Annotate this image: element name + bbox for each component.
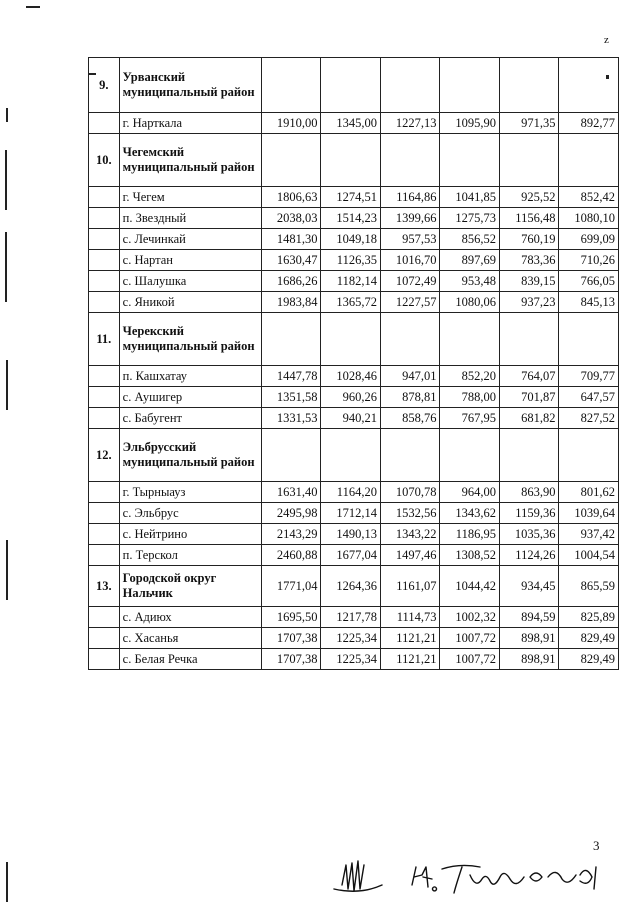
value-cell: 2460,88 [261,545,321,566]
value-cell: 1806,63 [261,187,321,208]
value-cell [499,313,559,366]
locality-name: г. Тырныауз [119,482,261,503]
value-cell: 1044,42 [440,566,500,607]
value-cell [559,58,619,113]
value-cell [380,58,440,113]
value-cell: 1365,72 [321,292,381,313]
row-number [89,229,120,250]
row-number: 10. [89,134,120,187]
scan-mark-left-6 [6,862,8,902]
locality-name: п. Звездный [119,208,261,229]
value-cell: 940,21 [321,408,381,429]
table-row-locality [89,292,619,313]
value-cell: 1004,54 [559,545,619,566]
table-row-locality [89,113,619,134]
value-cell: 878,81 [380,387,440,408]
row-number [89,503,120,524]
value-cell: 2143,29 [261,524,321,545]
row-number: 11. [89,313,120,366]
locality-name: с. Нейтрино [119,524,261,545]
locality-name: г. Чегем [119,187,261,208]
value-cell: 1035,36 [499,524,559,545]
value-cell: 1039,64 [559,503,619,524]
locality-name: г. Нарткала [119,113,261,134]
locality-name: п. Кашхатау [119,366,261,387]
district-name: Чегемский муниципальный район [119,134,261,187]
value-cell: 1707,38 [261,628,321,649]
table-row-locality [89,187,619,208]
locality-name: с. Шалушка [119,271,261,292]
value-cell: 1308,52 [440,545,500,566]
value-cell: 766,05 [559,271,619,292]
value-cell: 852,42 [559,187,619,208]
value-cell: 1274,51 [321,187,381,208]
value-cell: 937,23 [499,292,559,313]
value-cell [440,134,500,187]
row-number [89,607,120,628]
tariff-table [88,57,619,670]
value-cell: 960,26 [321,387,381,408]
locality-name: с. Эльбрус [119,503,261,524]
value-cell: 839,15 [499,271,559,292]
value-cell: 898,91 [499,649,559,670]
scan-mark-left-5 [6,540,8,600]
value-cell [440,429,500,482]
value-cell: 1007,72 [440,649,500,670]
table-row-locality [89,503,619,524]
value-cell: 892,77 [559,113,619,134]
value-cell: 1677,04 [321,545,381,566]
value-cell: 2495,98 [261,503,321,524]
value-cell [321,313,381,366]
value-cell: 1002,32 [440,607,500,628]
table-row-locality [89,271,619,292]
value-cell: 1343,62 [440,503,500,524]
value-cell: 1481,30 [261,229,321,250]
value-cell: 767,95 [440,408,500,429]
value-cell: 1225,34 [321,628,381,649]
value-cell: 783,36 [499,250,559,271]
value-cell [499,58,559,113]
table-row-locality [89,366,619,387]
value-cell: 2038,03 [261,208,321,229]
value-cell [261,58,321,113]
value-cell: 1159,36 [499,503,559,524]
locality-name: с. Лечинкай [119,229,261,250]
value-cell: 865,59 [559,566,619,607]
value-cell [559,134,619,187]
locality-name: с. Бабугент [119,408,261,429]
district-name: Эльбрусский муниципальный район [119,429,261,482]
page-number: 3 [593,838,600,853]
value-cell: 699,09 [559,229,619,250]
table-row-district [89,313,619,366]
value-cell: 1070,78 [380,482,440,503]
value-cell: 1164,86 [380,187,440,208]
value-cell: 1275,73 [440,208,500,229]
value-cell: 947,01 [380,366,440,387]
table-row-district [89,58,619,113]
value-cell: 964,00 [440,482,500,503]
table-row-locality [89,250,619,271]
value-cell [440,313,500,366]
value-cell: 856,52 [440,229,500,250]
value-cell: 1186,95 [440,524,500,545]
table-row-locality [89,482,619,503]
district-name: Городской округ Нальчик [119,566,261,607]
value-cell [380,313,440,366]
table-row-locality [89,387,619,408]
value-cell [559,429,619,482]
value-cell: 1080,10 [559,208,619,229]
value-cell: 701,87 [499,387,559,408]
value-cell: 829,49 [559,628,619,649]
value-cell: 925,52 [499,187,559,208]
locality-name: с. Яникой [119,292,261,313]
value-cell: 1072,49 [380,271,440,292]
scan-mark-left-2 [5,150,7,210]
value-cell: 1156,48 [499,208,559,229]
scan-mark-left-3 [5,232,7,302]
value-cell: 1095,90 [440,113,500,134]
district-name: Урванский муниципальный район [119,58,261,113]
value-cell: 1490,13 [321,524,381,545]
value-cell: 1227,57 [380,292,440,313]
value-cell: 1217,78 [321,607,381,628]
table-row-locality [89,229,619,250]
value-cell [440,58,500,113]
row-number [89,187,120,208]
tariff-table-body [89,58,619,670]
row-number [89,649,120,670]
row-number [89,545,120,566]
row-number [89,271,120,292]
value-cell: 1041,85 [440,187,500,208]
row-number [89,628,120,649]
value-cell: 858,76 [380,408,440,429]
value-cell: 1227,13 [380,113,440,134]
value-cell: 1630,47 [261,250,321,271]
locality-name: с. Нартан [119,250,261,271]
row-number [89,408,120,429]
value-cell: 1532,56 [380,503,440,524]
value-cell: 1225,34 [321,649,381,670]
value-cell: 1399,66 [380,208,440,229]
value-cell: 710,26 [559,250,619,271]
value-cell: 788,00 [440,387,500,408]
value-cell: 1124,26 [499,545,559,566]
value-cell: 1121,21 [380,628,440,649]
value-cell: 1910,00 [261,113,321,134]
value-cell [261,429,321,482]
value-cell [261,313,321,366]
value-cell: 1712,14 [321,503,381,524]
value-cell: 1771,04 [261,566,321,607]
value-cell: 764,07 [499,366,559,387]
value-cell: 1351,58 [261,387,321,408]
value-cell [380,429,440,482]
value-cell: 852,20 [440,366,500,387]
locality-name: с. Аушигер [119,387,261,408]
table-row-locality [89,524,619,545]
value-cell: 1114,73 [380,607,440,628]
value-cell: 1686,26 [261,271,321,292]
scan-mark-top [26,6,40,8]
value-cell: 760,19 [499,229,559,250]
value-cell: 897,69 [440,250,500,271]
value-cell: 825,89 [559,607,619,628]
value-cell [380,134,440,187]
value-cell [559,313,619,366]
row-number: 9. [89,58,120,113]
value-cell: 898,91 [499,628,559,649]
value-cell: 1447,78 [261,366,321,387]
value-cell: 1126,35 [321,250,381,271]
table-row-locality [89,607,619,628]
value-cell: 845,13 [559,292,619,313]
table-row-locality [89,408,619,429]
value-cell [321,134,381,187]
table-row-locality [89,545,619,566]
locality-name: с. Белая Речка [119,649,261,670]
row-number [89,208,120,229]
district-name: Черекский муниципальный район [119,313,261,366]
value-cell: 1695,50 [261,607,321,628]
row-number [89,482,120,503]
locality-name: с. Адиюх [119,607,261,628]
value-cell: 1345,00 [321,113,381,134]
row-number [89,292,120,313]
value-cell: 1707,38 [261,649,321,670]
value-cell: 1080,06 [440,292,500,313]
value-cell: 1121,21 [380,649,440,670]
value-cell: 1497,46 [380,545,440,566]
value-cell: 1016,70 [380,250,440,271]
value-cell: 1331,53 [261,408,321,429]
table-row-locality [89,649,619,670]
value-cell: 1631,40 [261,482,321,503]
value-cell: 801,62 [559,482,619,503]
value-cell [261,134,321,187]
value-cell: 1264,36 [321,566,381,607]
locality-name: п. Терскол [119,545,261,566]
table-row-district [89,134,619,187]
row-number: 13. [89,566,120,607]
handwritten-signature [330,855,620,899]
row-number [89,366,120,387]
value-cell: 647,57 [559,387,619,408]
locality-name: с. Хасанья [119,628,261,649]
row-number [89,113,120,134]
value-cell: 1049,18 [321,229,381,250]
value-cell: 1028,46 [321,366,381,387]
value-cell: 1161,07 [380,566,440,607]
row-number [89,250,120,271]
value-cell: 971,35 [499,113,559,134]
value-cell: 709,77 [559,366,619,387]
row-number [89,524,120,545]
value-cell [499,134,559,187]
value-cell: 1514,23 [321,208,381,229]
table-row-locality [89,628,619,649]
value-cell: 1343,22 [380,524,440,545]
value-cell [499,429,559,482]
table-row-district [89,429,619,482]
value-cell: 953,48 [440,271,500,292]
corner-mark: z [604,34,609,46]
value-cell: 937,42 [559,524,619,545]
value-cell: 863,90 [499,482,559,503]
row-number [89,387,120,408]
value-cell: 1007,72 [440,628,500,649]
value-cell: 681,82 [499,408,559,429]
value-cell: 829,49 [559,649,619,670]
table-row-district [89,566,619,607]
scan-mark-left-1 [6,108,8,122]
value-cell: 957,53 [380,229,440,250]
value-cell [321,429,381,482]
value-cell [321,58,381,113]
value-cell: 1182,14 [321,271,381,292]
value-cell: 1983,84 [261,292,321,313]
row-number: 12. [89,429,120,482]
value-cell: 934,45 [499,566,559,607]
value-cell: 894,59 [499,607,559,628]
value-cell: 827,52 [559,408,619,429]
table-row-locality [89,208,619,229]
value-cell: 1164,20 [321,482,381,503]
scan-mark-left-4 [6,360,8,410]
